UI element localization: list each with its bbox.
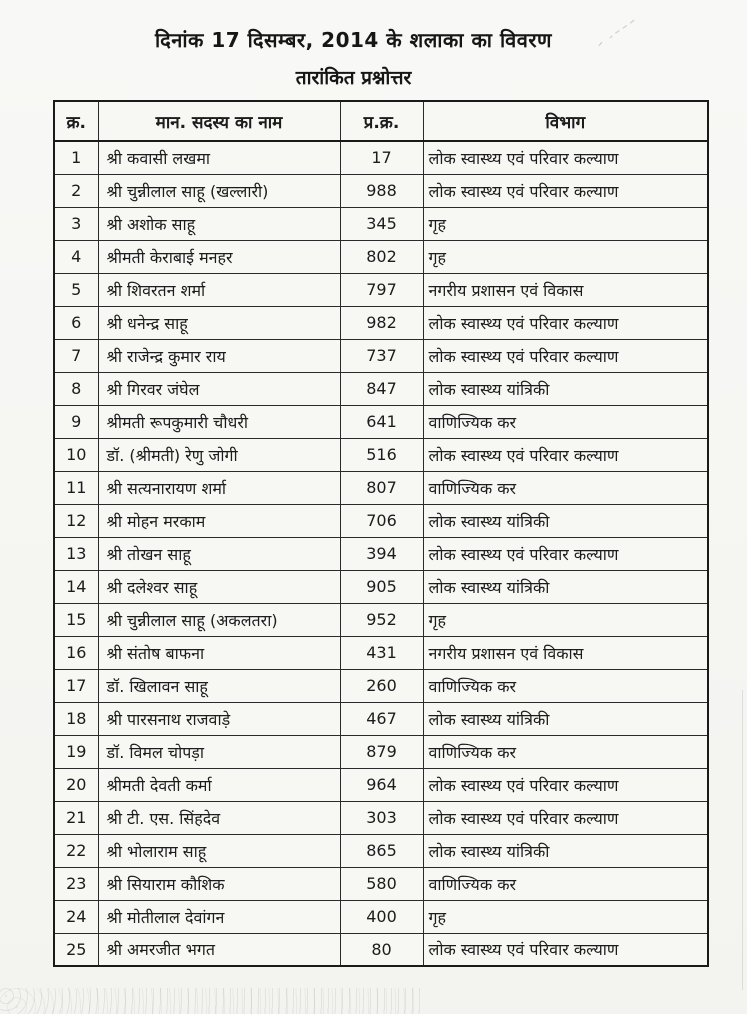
cell-department: वाणिज्यिक कर — [423, 735, 708, 768]
table-row — [54, 702, 708, 735]
cell-department: लोक स्वास्थ्य एवं परिवार कल्याण — [423, 438, 708, 471]
cell-question-no: 641 — [340, 405, 423, 438]
cell-question-no: 467 — [340, 702, 423, 735]
table-row — [54, 669, 708, 702]
header-member-name: मान. सदस्य का नाम — [98, 101, 340, 141]
cell-department: वाणिज्यिक कर — [423, 405, 708, 438]
scan-edge-artifact — [742, 690, 743, 990]
cell-question-no: 17 — [340, 141, 423, 174]
cell-member-name: श्री कवासी लखमा — [98, 141, 340, 174]
cell-department: लोक स्वास्थ्य एवं परिवार कल्याण — [423, 306, 708, 339]
cell-member-name: श्री टी. एस. सिंहदेव — [98, 801, 340, 834]
cell-department: वाणिज्यिक कर — [423, 669, 708, 702]
cell-member-name: श्री चुन्नीलाल साहू (अकलतरा) — [98, 603, 340, 636]
scan-noise-artifact — [0, 988, 420, 1014]
cell-member-name: डॉ. विमल चोपड़ा — [98, 735, 340, 768]
cell-serial: 14 — [54, 570, 98, 603]
cell-department: वाणिज्यिक कर — [423, 867, 708, 900]
header-question-no: प्र.क्र. — [340, 101, 423, 141]
table-row — [54, 900, 708, 933]
cell-question-no: 964 — [340, 768, 423, 801]
cell-question-no: 345 — [340, 207, 423, 240]
table-header-row — [54, 101, 708, 141]
cell-member-name: श्री सियाराम कौशिक — [98, 867, 340, 900]
cell-member-name: श्री गिरवर जंघेल — [98, 372, 340, 405]
cell-member-name: श्री धनेन्द्र साहू — [98, 306, 340, 339]
cell-question-no: 982 — [340, 306, 423, 339]
cell-department: लोक स्वास्थ्य एवं परिवार कल्याण — [423, 768, 708, 801]
cell-question-no: 580 — [340, 867, 423, 900]
cell-serial: 16 — [54, 636, 98, 669]
cell-question-no: 847 — [340, 372, 423, 405]
cell-department: गृह — [423, 207, 708, 240]
table-row — [54, 174, 708, 207]
cell-serial: 21 — [54, 801, 98, 834]
table-row — [54, 801, 708, 834]
cell-serial: 9 — [54, 405, 98, 438]
cell-department: लोक स्वास्थ्य यांत्रिकी — [423, 504, 708, 537]
cell-department: नगरीय प्रशासन एवं विकास — [423, 273, 708, 306]
cell-member-name: डॉ. (श्रीमती) रेणु जोगी — [98, 438, 340, 471]
cell-department: लोक स्वास्थ्य यांत्रिकी — [423, 570, 708, 603]
table-row — [54, 504, 708, 537]
cell-department: लोक स्वास्थ्य यांत्रिकी — [423, 834, 708, 867]
cell-member-name: श्रीमती देवती कर्मा — [98, 768, 340, 801]
table-body — [54, 141, 708, 966]
table-row — [54, 636, 708, 669]
table-row — [54, 438, 708, 471]
cell-serial: 11 — [54, 471, 98, 504]
cell-question-no: 807 — [340, 471, 423, 504]
cell-member-name: श्री संतोष बाफना — [98, 636, 340, 669]
cell-serial: 4 — [54, 240, 98, 273]
table-row — [54, 306, 708, 339]
table-row — [54, 240, 708, 273]
table-row — [54, 570, 708, 603]
cell-serial: 3 — [54, 207, 98, 240]
table-row — [54, 768, 708, 801]
starred-questions-table — [53, 100, 709, 967]
cell-member-name: श्री अशोक साहू — [98, 207, 340, 240]
header-department: विभाग — [423, 101, 708, 141]
cell-member-name: श्रीमती रूपकुमारी चौधरी — [98, 405, 340, 438]
cell-serial: 7 — [54, 339, 98, 372]
cell-member-name: श्री मोहन मरकाम — [98, 504, 340, 537]
cell-question-no: 431 — [340, 636, 423, 669]
cell-member-name: श्री अमरजीत भगत — [98, 933, 340, 966]
table-row — [54, 141, 708, 174]
cell-question-no: 797 — [340, 273, 423, 306]
cell-member-name: श्रीमती केराबाई मनहर — [98, 240, 340, 273]
cell-question-no: 865 — [340, 834, 423, 867]
cell-question-no: 905 — [340, 570, 423, 603]
cell-question-no: 737 — [340, 339, 423, 372]
cell-question-no: 400 — [340, 900, 423, 933]
cell-member-name: श्री पारसनाथ राजवाड़े — [98, 702, 340, 735]
table-row — [54, 603, 708, 636]
cell-department: लोक स्वास्थ्य एवं परिवार कल्याण — [423, 537, 708, 570]
cell-question-no: 879 — [340, 735, 423, 768]
table-row — [54, 735, 708, 768]
cell-question-no: 80 — [340, 933, 423, 966]
cell-department: लोक स्वास्थ्य एवं परिवार कल्याण — [423, 339, 708, 372]
table-row — [54, 834, 708, 867]
cell-question-no: 706 — [340, 504, 423, 537]
cell-member-name: श्री राजेन्द्र कुमार राय — [98, 339, 340, 372]
cell-question-no: 516 — [340, 438, 423, 471]
cell-serial: 23 — [54, 867, 98, 900]
cell-department: लोक स्वास्थ्य एवं परिवार कल्याण — [423, 801, 708, 834]
cell-department: नगरीय प्रशासन एवं विकास — [423, 636, 708, 669]
cell-department: लोक स्वास्थ्य एवं परिवार कल्याण — [423, 141, 708, 174]
cell-question-no: 802 — [340, 240, 423, 273]
cell-serial: 6 — [54, 306, 98, 339]
cell-question-no: 260 — [340, 669, 423, 702]
cell-department: लोक स्वास्थ्य एवं परिवार कल्याण — [423, 933, 708, 966]
table-row — [54, 471, 708, 504]
cell-department: लोक स्वास्थ्य एवं परिवार कल्याण — [423, 174, 708, 207]
cell-serial: 12 — [54, 504, 98, 537]
cell-department: गृह — [423, 900, 708, 933]
cell-serial: 18 — [54, 702, 98, 735]
cell-department: लोक स्वास्थ्य यांत्रिकी — [423, 372, 708, 405]
cell-question-no: 303 — [340, 801, 423, 834]
cell-member-name: श्री सत्यनारायण शर्मा — [98, 471, 340, 504]
cell-member-name: श्री मोतीलाल देवांगन — [98, 900, 340, 933]
cell-serial: 19 — [54, 735, 98, 768]
cell-department: लोक स्वास्थ्य यांत्रिकी — [423, 702, 708, 735]
cell-question-no: 988 — [340, 174, 423, 207]
cell-serial: 13 — [54, 537, 98, 570]
cell-serial: 5 — [54, 273, 98, 306]
document-subtitle: तारांकित प्रश्नोत्तर — [295, 67, 412, 89]
cell-serial: 15 — [54, 603, 98, 636]
cell-serial: 17 — [54, 669, 98, 702]
cell-department: गृह — [423, 240, 708, 273]
scan-artifact-mark — [588, 16, 646, 52]
cell-department: गृह — [423, 603, 708, 636]
cell-serial: 25 — [54, 933, 98, 966]
cell-member-name: श्री तोखन साहू — [98, 537, 340, 570]
table-row — [54, 537, 708, 570]
document-title: दिनांक 17 दिसम्बर, 2014 के शलाका का विवरण — [154, 28, 553, 52]
header-serial: क्र. — [54, 101, 98, 141]
cell-serial: 20 — [54, 768, 98, 801]
table-row — [54, 405, 708, 438]
cell-member-name: श्री शिवरतन शर्मा — [98, 273, 340, 306]
cell-department: वाणिज्यिक कर — [423, 471, 708, 504]
table-row — [54, 933, 708, 966]
cell-serial: 10 — [54, 438, 98, 471]
cell-member-name: श्री भोलाराम साहू — [98, 834, 340, 867]
cell-member-name: श्री चुन्नीलाल साहू (खल्लारी) — [98, 174, 340, 207]
table-row — [54, 207, 708, 240]
cell-serial: 8 — [54, 372, 98, 405]
cell-serial: 2 — [54, 174, 98, 207]
table-row — [54, 273, 708, 306]
cell-member-name: श्री दलेश्वर साहू — [98, 570, 340, 603]
cell-question-no: 952 — [340, 603, 423, 636]
cell-member-name: डॉ. खिलावन साहू — [98, 669, 340, 702]
cell-question-no: 394 — [340, 537, 423, 570]
table-row — [54, 867, 708, 900]
cell-serial: 22 — [54, 834, 98, 867]
table-row — [54, 372, 708, 405]
cell-serial: 24 — [54, 900, 98, 933]
cell-serial: 1 — [54, 141, 98, 174]
table-row — [54, 339, 708, 372]
